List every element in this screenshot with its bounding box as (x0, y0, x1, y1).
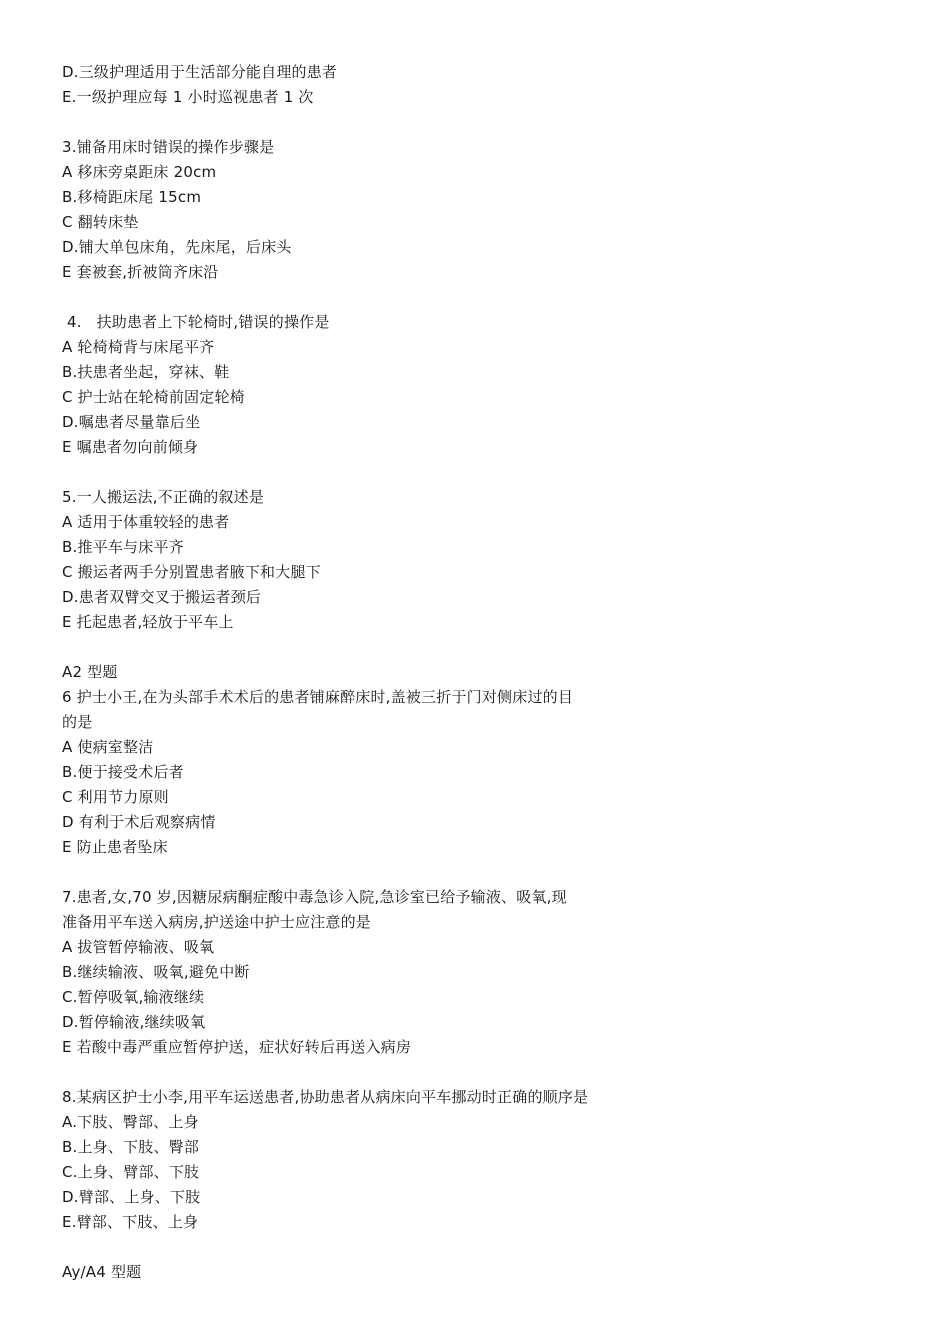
option-d: D 有利于术后观察病情 (62, 813, 216, 831)
option-e: E 嘱患者勿向前倾身 (62, 438, 199, 456)
spacer (62, 860, 882, 885)
spacer (62, 285, 882, 310)
question-6 (62, 685, 882, 860)
option-c: C 护士站在轮椅前固定轮椅 (62, 388, 245, 406)
option-d: D.嘱患者尽量靠后坐 (62, 413, 201, 431)
question-5 (62, 485, 882, 635)
question-stem: 8.某病区护士小李,用平车运送患者,协助患者从病床向平车挪动时正确的顺序是 (62, 1088, 589, 1106)
option-d: D.臂部、上身、下肢 (62, 1188, 201, 1206)
spacer (62, 1235, 882, 1260)
option-b: B.推平车与床平齐 (62, 538, 184, 556)
question-stem: 6 护士小王,在为头部手术术后的患者铺麻醉床时,盖被三折于门对侧床过的目 (62, 688, 574, 706)
option-e: E 托起患者,轻放于平车上 (62, 613, 234, 631)
option-c: C.上身、臂部、下肢 (62, 1163, 200, 1181)
option-e: E 防止患者坠床 (62, 838, 168, 856)
option-d: D.患者双臂交叉于搬运者颈后 (62, 588, 262, 606)
option-d: D.铺大单包床角，先床尾，后床头 (62, 238, 292, 256)
question-stem: 4. 扶助患者上下轮椅时,错误的操作是 (62, 313, 330, 331)
question-4 (62, 310, 882, 460)
option-d: D.三级护理适用于生活部分能自理的患者 (62, 63, 338, 81)
option-a: A 移床旁桌距床 20cm (62, 163, 217, 181)
section-heading-a3-a4: Ay/A4 型题 (62, 1263, 142, 1281)
document-page (62, 60, 882, 1285)
option-b: B.移椅距床尾 15cm (62, 188, 202, 206)
question-stem: 5.一人搬运法,不正确的叙述是 (62, 488, 265, 506)
question-stem-continued: 准备用平车送入病房,护送途中护士应注意的是 (62, 913, 371, 931)
spacer (62, 1060, 882, 1085)
option-e: E.臂部、下肢、上身 (62, 1213, 199, 1231)
spacer (62, 635, 882, 660)
option-b: B.扶患者坐起，穿袜、鞋 (62, 363, 230, 381)
question-7 (62, 885, 882, 1060)
option-a: A 拔管暂停输液、吸氧 (62, 938, 215, 956)
question-8 (62, 1085, 882, 1235)
option-a: A.下肢、臀部、上身 (62, 1113, 199, 1131)
option-e: E 若酸中毒严重应暂停护送，症状好转后再送入病房 (62, 1038, 412, 1056)
option-e: E 套被套,折被筒齐床沿 (62, 263, 219, 281)
question-3 (62, 135, 882, 285)
option-e: E.一级护理应每 1 小时巡视患者 1 次 (62, 88, 314, 106)
option-a: A 适用于体重较轻的患者 (62, 513, 230, 531)
option-c: C.暂停吸氧,输液继续 (62, 988, 205, 1006)
option-a: A 使病室整洁 (62, 738, 154, 756)
option-c: C 搬运者两手分别置患者腋下和大腿下 (62, 563, 321, 581)
option-b: B.继续输液、吸氧,避免中断 (62, 963, 250, 981)
spacer (62, 110, 882, 135)
question-stem-continued: 的是 (62, 713, 93, 731)
section-heading-a2: A2 型题 (62, 663, 118, 681)
option-c: C 利用节力原则 (62, 788, 169, 806)
option-b: B.上身、下肢、臀部 (62, 1138, 200, 1156)
question-stem: 7.患者,女,70 岁,因糖尿病酮症酸中毒急诊入院,急诊室已给予输液、吸氧,现 (62, 888, 567, 906)
option-a: A 轮椅椅背与床尾平齐 (62, 338, 215, 356)
option-b: B.便于接受术后者 (62, 763, 184, 781)
question-2-tail (62, 60, 882, 110)
spacer (62, 460, 882, 485)
option-c: C 翻转床垫 (62, 213, 139, 231)
option-d: D.暂停输液,继续吸氧 (62, 1013, 206, 1031)
question-stem: 3.铺备用床时错误的操作步骤是 (62, 138, 275, 156)
